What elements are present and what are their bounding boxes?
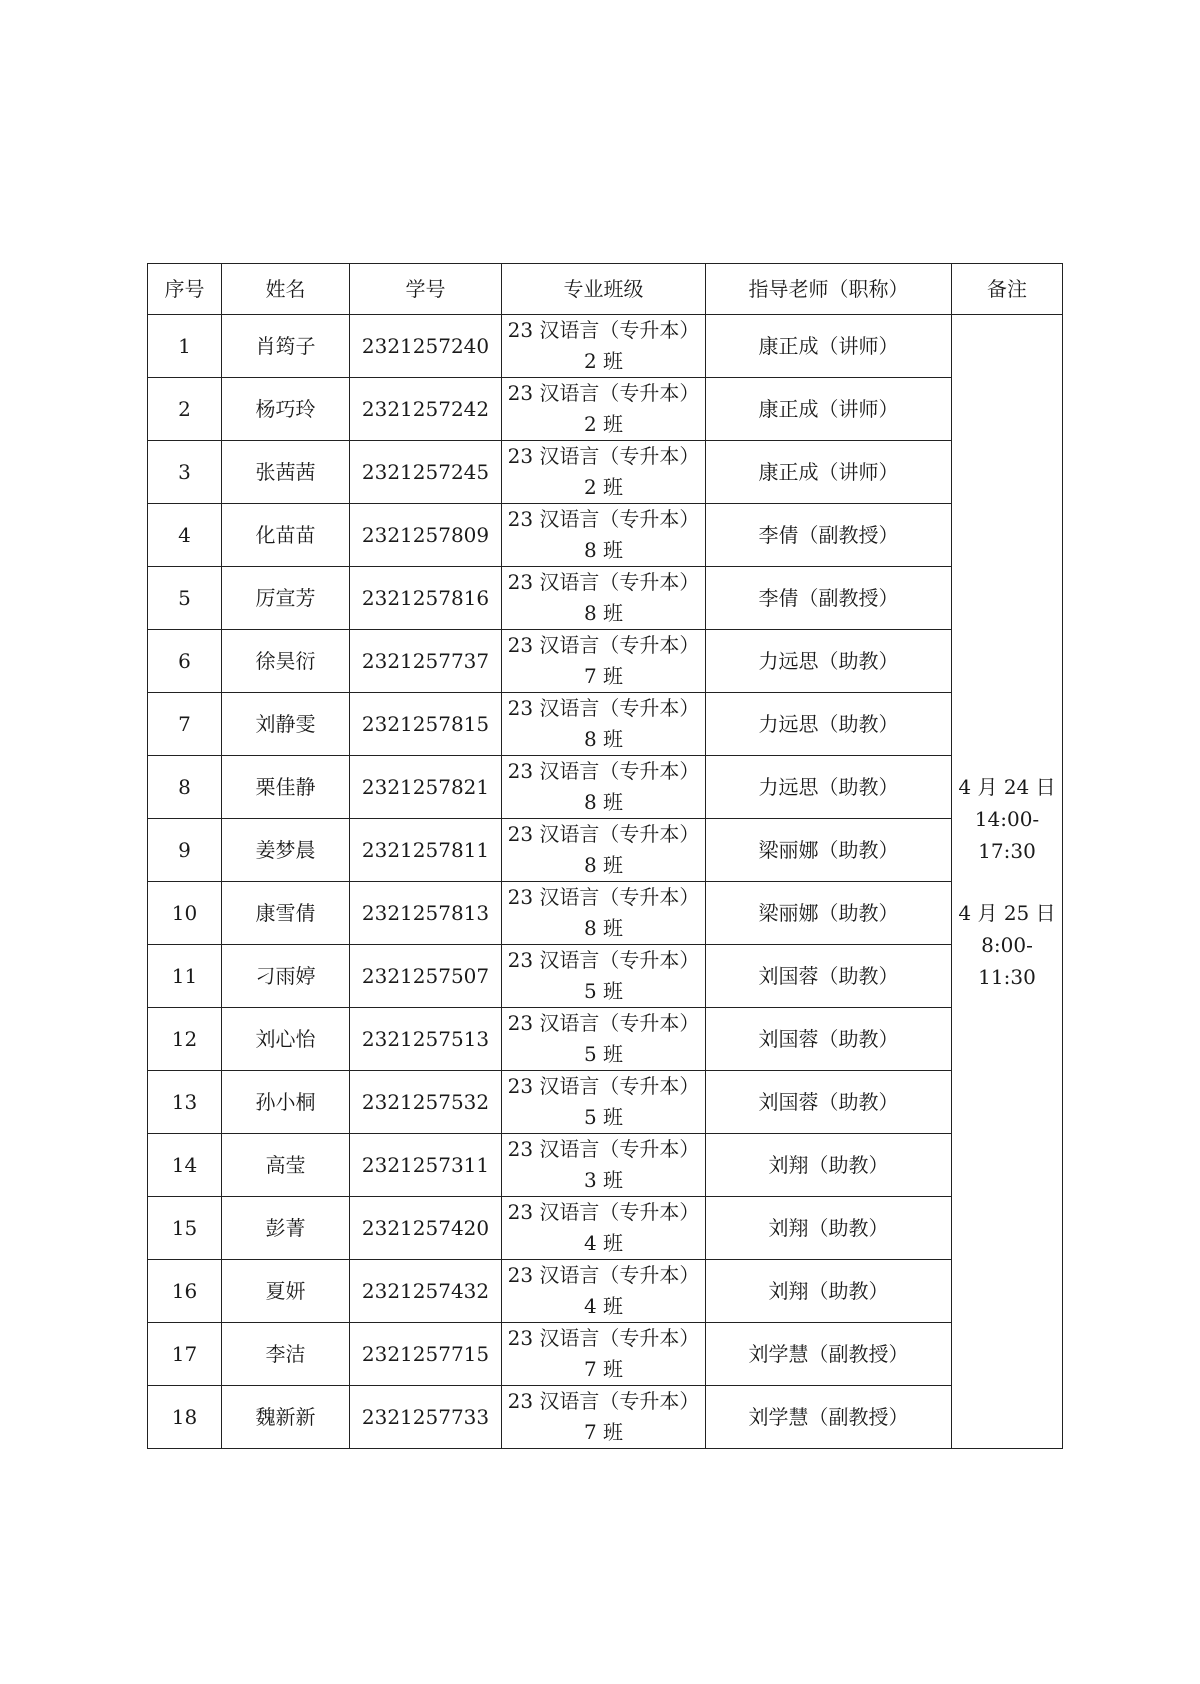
cell-student-id: 2321257513 [350, 1008, 502, 1071]
table-header-row [148, 264, 1063, 315]
cell-student-id: 2321257811 [350, 819, 502, 882]
cell-student-id: 2321257532 [350, 1071, 502, 1134]
cell-advisor: 刘国蓉（助教） [706, 1008, 952, 1071]
table-row [148, 1197, 1063, 1260]
class-major: 23 汉语言（专升本） [507, 318, 700, 342]
cell-name: 高莹 [222, 1134, 350, 1197]
class-section: 5 班 [583, 1042, 624, 1066]
cell-name: 肖筠子 [222, 315, 350, 378]
cell-advisor: 刘翔（助教） [706, 1197, 952, 1260]
cell-student-id: 2321257432 [350, 1260, 502, 1323]
cell-advisor: 刘翔（助教） [706, 1134, 952, 1197]
cell-name: 孙小桐 [222, 1071, 350, 1134]
cell-class [502, 693, 706, 756]
cell-no: 1 [148, 315, 222, 378]
class-major: 23 汉语言（专升本） [507, 1389, 700, 1413]
cell-name: 李洁 [222, 1323, 350, 1386]
class-section: 7 班 [583, 1420, 624, 1444]
class-major: 23 汉语言（专升本） [507, 633, 700, 657]
note-session2-time-start: 8:00- [981, 932, 1033, 957]
table-row [148, 630, 1063, 693]
table-body [148, 315, 1063, 1449]
cell-no: 5 [148, 567, 222, 630]
header-student-id: 学号 [350, 264, 502, 315]
cell-advisor: 刘学慧（副教授） [706, 1323, 952, 1386]
cell-no: 14 [148, 1134, 222, 1197]
cell-name: 彭菁 [222, 1197, 350, 1260]
cell-advisor: 李倩（副教授） [706, 504, 952, 567]
class-major: 23 汉语言（专升本） [507, 1011, 700, 1035]
cell-advisor: 康正成（讲师） [706, 315, 952, 378]
cell-student-id: 2321257242 [350, 378, 502, 441]
cell-student-id: 2321257809 [350, 504, 502, 567]
class-section: 7 班 [583, 664, 624, 688]
class-section: 8 班 [583, 916, 624, 940]
class-major: 23 汉语言（专升本） [507, 759, 700, 783]
cell-class [502, 882, 706, 945]
cell-no: 3 [148, 441, 222, 504]
cell-advisor: 力远思（助教） [706, 756, 952, 819]
cell-class [502, 1134, 706, 1197]
cell-class [502, 819, 706, 882]
cell-no: 10 [148, 882, 222, 945]
cell-student-id: 2321257733 [350, 1386, 502, 1449]
cell-note-schedule [952, 315, 1063, 1449]
cell-student-id: 2321257715 [350, 1323, 502, 1386]
cell-no: 8 [148, 756, 222, 819]
class-section: 5 班 [583, 1105, 624, 1129]
cell-name: 栗佳静 [222, 756, 350, 819]
cell-class [502, 1386, 706, 1449]
class-section: 8 班 [583, 790, 624, 814]
cell-class [502, 1008, 706, 1071]
cell-name: 姜梦晨 [222, 819, 350, 882]
class-section: 5 班 [583, 979, 624, 1003]
table-row [148, 756, 1063, 819]
cell-name: 魏新新 [222, 1386, 350, 1449]
class-section: 4 班 [583, 1231, 624, 1255]
table-row [148, 1323, 1063, 1386]
cell-student-id: 2321257507 [350, 945, 502, 1008]
table-row [148, 1134, 1063, 1197]
cell-no: 12 [148, 1008, 222, 1071]
cell-no: 16 [148, 1260, 222, 1323]
cell-name: 刘静雯 [222, 693, 350, 756]
class-major: 23 汉语言（专升本） [507, 1263, 700, 1287]
header-name: 姓名 [222, 264, 350, 315]
cell-class [502, 1071, 706, 1134]
cell-no: 4 [148, 504, 222, 567]
cell-student-id: 2321257816 [350, 567, 502, 630]
class-section: 8 班 [583, 601, 624, 625]
cell-advisor: 李倩（副教授） [706, 567, 952, 630]
cell-name: 夏妍 [222, 1260, 350, 1323]
cell-student-id: 2321257821 [350, 756, 502, 819]
cell-advisor: 力远思（助教） [706, 630, 952, 693]
class-major: 23 汉语言（专升本） [507, 381, 700, 405]
class-major: 23 汉语言（专升本） [507, 570, 700, 594]
class-major: 23 汉语言（专升本） [507, 885, 700, 909]
header-advisor: 指导老师（职称） [706, 264, 952, 315]
cell-advisor: 梁丽娜（助教） [706, 882, 952, 945]
cell-name: 张茜茜 [222, 441, 350, 504]
class-major: 23 汉语言（专升本） [507, 696, 700, 720]
table-row [148, 1386, 1063, 1449]
class-major: 23 汉语言（专升本） [507, 1137, 700, 1161]
class-section: 4 班 [583, 1294, 624, 1318]
note-session2-date: 4 月 25 日 [958, 900, 1056, 925]
note-session1-time-end: 17:30 [978, 838, 1036, 863]
cell-class [502, 1197, 706, 1260]
cell-student-id: 2321257245 [350, 441, 502, 504]
class-section: 2 班 [583, 412, 624, 436]
class-section: 3 班 [583, 1168, 624, 1192]
class-major: 23 汉语言（专升本） [507, 444, 700, 468]
cell-student-id: 2321257813 [350, 882, 502, 945]
cell-no: 6 [148, 630, 222, 693]
class-major: 23 汉语言（专升本） [507, 1200, 700, 1224]
cell-class [502, 567, 706, 630]
header-no: 序号 [148, 264, 222, 315]
cell-advisor: 刘国蓉（助教） [706, 1071, 952, 1134]
cell-advisor: 刘翔（助教） [706, 1260, 952, 1323]
cell-advisor: 梁丽娜（助教） [706, 819, 952, 882]
table-row [148, 882, 1063, 945]
note-session2-time-end: 11:30 [978, 964, 1036, 989]
table-row [148, 693, 1063, 756]
class-section: 2 班 [583, 475, 624, 499]
class-major: 23 汉语言（专升本） [507, 1326, 700, 1350]
cell-advisor: 康正成（讲师） [706, 441, 952, 504]
table-row [148, 945, 1063, 1008]
class-section: 8 班 [583, 727, 624, 751]
cell-name: 化苗苗 [222, 504, 350, 567]
cell-name: 刘心怡 [222, 1008, 350, 1071]
class-major: 23 汉语言（专升本） [507, 1074, 700, 1098]
table-row [148, 378, 1063, 441]
cell-name: 康雪倩 [222, 882, 350, 945]
cell-no: 7 [148, 693, 222, 756]
class-section: 8 班 [583, 538, 624, 562]
cell-class [502, 441, 706, 504]
cell-class [502, 1323, 706, 1386]
cell-student-id: 2321257311 [350, 1134, 502, 1197]
note-session1-date: 4 月 24 日 [958, 774, 1056, 799]
cell-advisor: 力远思（助教） [706, 693, 952, 756]
table-row [148, 1260, 1063, 1323]
class-major: 23 汉语言（专升本） [507, 948, 700, 972]
cell-student-id: 2321257240 [350, 315, 502, 378]
table-row [148, 1008, 1063, 1071]
cell-student-id: 2321257815 [350, 693, 502, 756]
cell-class [502, 756, 706, 819]
note-session1-time-start: 14:00- [974, 806, 1040, 831]
class-major: 23 汉语言（专升本） [507, 507, 700, 531]
cell-class [502, 945, 706, 1008]
table-row [148, 504, 1063, 567]
cell-advisor: 刘国蓉（助教） [706, 945, 952, 1008]
cell-no: 17 [148, 1323, 222, 1386]
class-section: 7 班 [583, 1357, 624, 1381]
cell-class [502, 378, 706, 441]
table-row [148, 819, 1063, 882]
cell-no: 9 [148, 819, 222, 882]
cell-no: 11 [148, 945, 222, 1008]
table-row [148, 1071, 1063, 1134]
class-section: 8 班 [583, 853, 624, 877]
cell-advisor: 刘学慧（副教授） [706, 1386, 952, 1449]
class-section: 2 班 [583, 349, 624, 373]
cell-name: 刁雨婷 [222, 945, 350, 1008]
student-advisor-table [147, 263, 1063, 1449]
cell-class [502, 1260, 706, 1323]
cell-class [502, 504, 706, 567]
cell-no: 18 [148, 1386, 222, 1449]
cell-advisor: 康正成（讲师） [706, 378, 952, 441]
cell-no: 13 [148, 1071, 222, 1134]
cell-no: 15 [148, 1197, 222, 1260]
cell-name: 杨巧玲 [222, 378, 350, 441]
cell-class [502, 630, 706, 693]
cell-student-id: 2321257737 [350, 630, 502, 693]
table-row [148, 315, 1063, 378]
class-major: 23 汉语言（专升本） [507, 822, 700, 846]
cell-no: 2 [148, 378, 222, 441]
header-note: 备注 [952, 264, 1063, 315]
note-spacer [952, 867, 1062, 897]
cell-name: 厉宣芳 [222, 567, 350, 630]
table-row [148, 441, 1063, 504]
table-row [148, 567, 1063, 630]
cell-class [502, 315, 706, 378]
cell-student-id: 2321257420 [350, 1197, 502, 1260]
header-class: 专业班级 [502, 264, 706, 315]
cell-name: 徐昊衍 [222, 630, 350, 693]
